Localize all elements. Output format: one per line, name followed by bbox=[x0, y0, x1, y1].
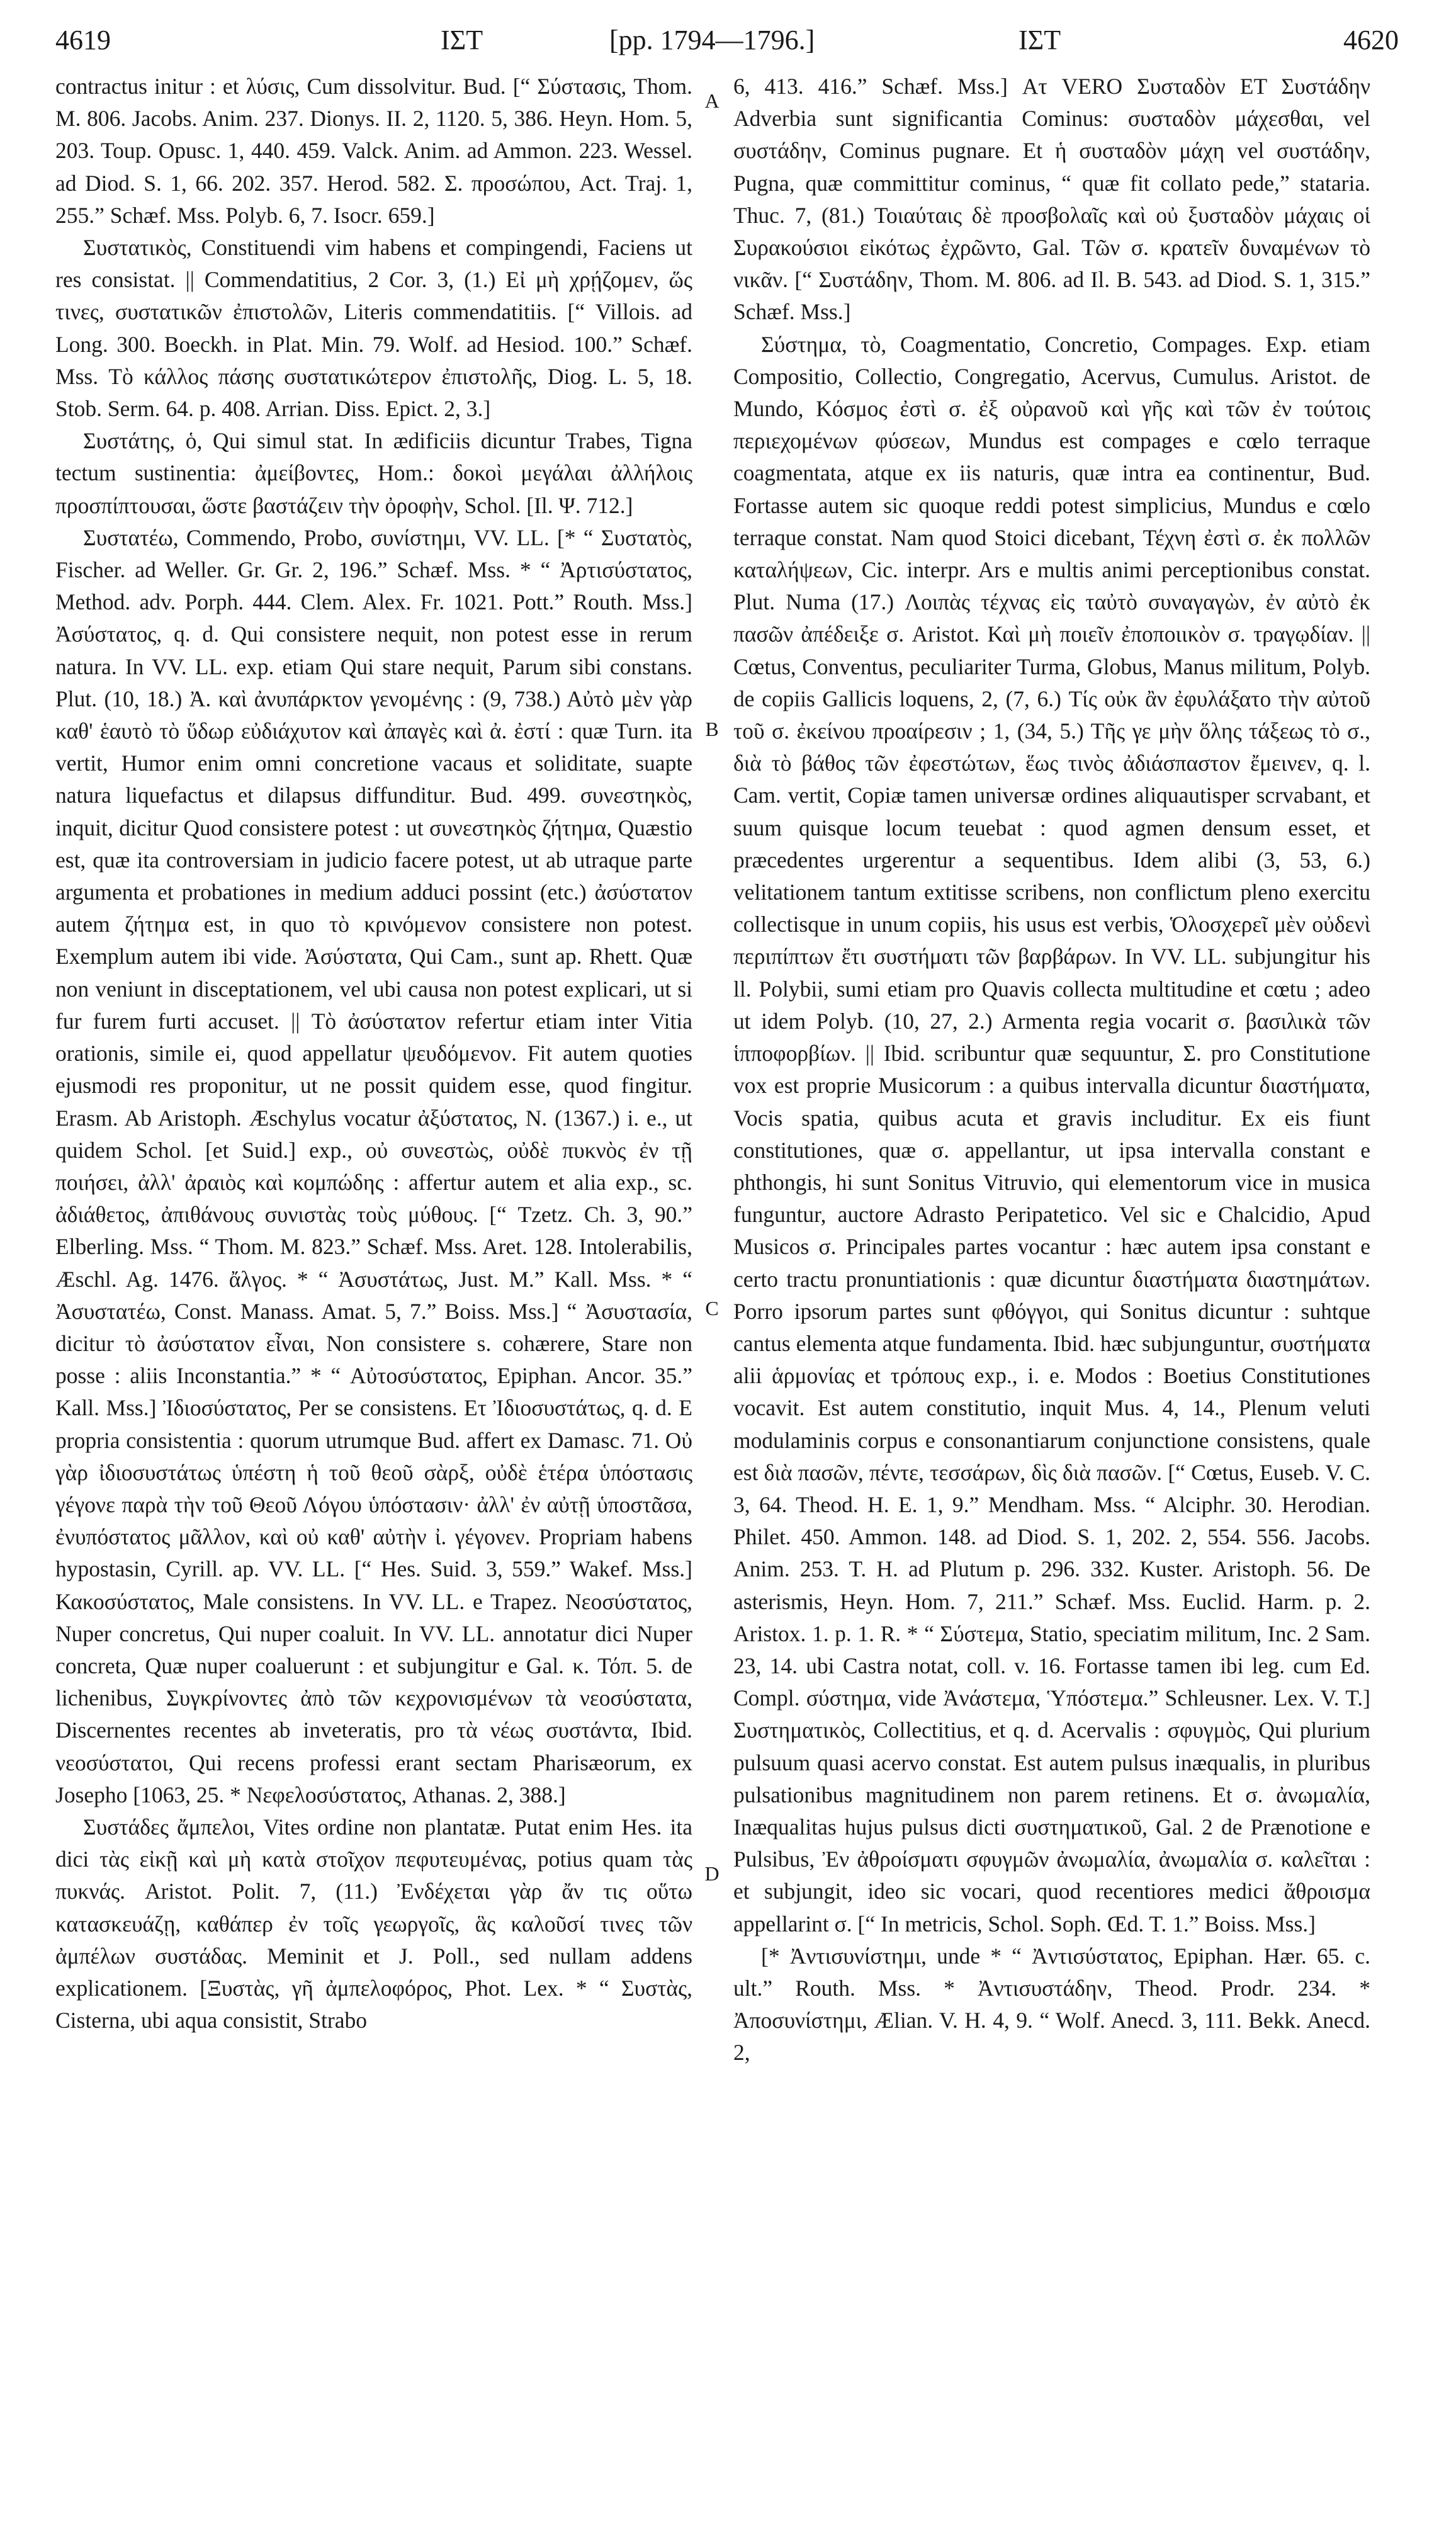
running-header bbox=[55, 24, 1409, 62]
section-marker-b: B bbox=[705, 718, 719, 740]
section-marker-c: C bbox=[705, 1297, 719, 1320]
section-marker-a: A bbox=[704, 89, 720, 112]
entry-paragraph: 6, 413. 416.” Schæf. Mss.] Ατ VERO Συσταδὸν ET Συστάδην Adverbia sunt significantia Cominus: συσταδὸν μάχεσθαι, vel συστάδην, Cominus pugnare. Et ἡ συσταδὸν μάχη vel συστάδην, Pugna, quæ committitur cominus, “ quæ fit collato pede,” stataria. Thuc. 7, (81.) Τοιαύταις δὲ προσβολαῖς καὶ οὐ ξυσταδὸν μάχαις οἱ Συρακούσιοι εἰκότως ἐχρῶντο, Gal. Τῶν σ. κρατεῖν δυναμένων τὸ νικᾶν. [“ Συστάδην, Thom. M. 806. ad Il. B. 543. ad Diod. S. 1, 315.” Schæf. Mss.] bbox=[733, 74, 1370, 325]
entry-paragraph: contractus initur : et λύσις, Cum dissolvitur. Bud. [“ Σύστασις, Thom. M. 806. Jacobs. Anim. 237. Dionys. II. 2, 1120. 5, 386. Heyn. Hom. 5, 203. Toup. Opusc. 1, 440. 459. Valck. Anim. ad Ammon. 223. Wessel. ad Diod. S. 1, 66. 202. 357. Herod. 582. Σ. προσώπου, Act. Traj. 1, 255.” Schæf. Mss. Polyb. 6, 7. Isocr. 659.] bbox=[55, 74, 692, 228]
entry-paragraph: Σύστημα, τὸ, Coagmentatio, Concretio, Compages. Exp. etiam Compositio, Collectio, Congregatio, Acervus, Cumulus. Aristot. de Mundo, Κόσμος ἐστὶ σ. ἐξ οὐρανοῦ καὶ γῆς καὶ τῶν ἐν τούτοις περιεχομένων φύσεων, Mundus est compages e cœlo terraque coagmentata, atque ex iis naturis, quæ intra ea continentur, Bud. Fortasse autem sic quoque reddi potest simplicius, Mundus e cœlo terraque constat. Nam quod Stoici dicebant, Τέχνη ἐστὶ σ. ἐκ πολλῶν καταλήψεων, Cic. interpr. Ars e multis animi perceptionibus constat. Plut. Numa (17.) Λοιπὰς τέχνας εἰς ταὐτὸ συναγαγὼν, ἐν αὐτὸ ἐκ πασῶν ἀπέδειξε σ. Aristot. Καὶ μὴ ποιεῖν ἐποποιικὸν σ. τραγῳδίαν. || Cœtus, Conventus, peculiariter Turma, Globus, Manus militum, Polyb. de copiis Gallicis loquens, 2, (7, 6.) Τίς οὐκ ἂν ἐφυλάξατο τὴν αὐτοῦ τοῦ σ. ἐκείνου προαίρεσιν ; 1, (34, 5.) Τῆς γε μὴν ὅλης τάξεως τὸ σ., διὰ τὸ βάθος τῶν ἐφεστώτων, ἕως τινὸς ἀδιάσπαστον ἔμεινεν, q. l. Cam. vertit, Copiæ tamen universæ ordines aliquautisper scrvabant, et suum quisque locum teuebat : quod agmen densum esset, et præcedentes urgerentur a sequentibus. Idem alibi (3, 53, 6.) velitationem tantum extitisse scribens, non conflictum pleno exercitu collectisque in unum copiis, his usus est verbis, Ὁλοσχερεῖ μὲν οὐδενὶ περιπίπτων ἔτι συστήματι τῶν βαρβάρων. In VV. LL. subjungitur his ll. Polybii, sumi etiam pro Quavis collecta multitudine et cœtu ; adeo ut idem Polyb. (10, 27, 2.) Armenta regia vocarit σ. βασιλικὰ τῶν ἱπποφορβίων. || Ibid. scribuntur quæ sequuntur, Σ. pro Constitutione vox est proprie Musicorum : a quibus intervalla dicuntur διαστήματα, Vocis spatia, quibus acuta et gravis includitur. Ex eis fiunt constitutiones, quæ σ. appellantur, ut ipsa intervalla constant e phthongis, hi sunt Sonitus Vitruvio, qui elementorum vice in musica funguntur, auctore Adrasto Peripatetico. Vel sic e Chalcidio, Apud Musicos σ. Principales partes vocantur : hæc autem ipsa constant e certo tractu pronuntiationis : quæ dicuntur διαστήματα διαστημάτων. Porro ipsorum partes sunt φθόγγοι, qui Sonitus dicuntur : suhtque cantus elementa atque fundamenta. Ibid. hæc subjunguntur, συστήματα alii ἁρμονίας et τρόπους exp., i. e. Modos : Boetius Constitutiones vocavit. Est autem constitutio, inquit Mus. 4, 14., Plenum veluti modulaminis corpus e consonantiarum conjunctione consistens, quale est διὰ πασῶν, πέντε, τεσσάρων, δὶς διὰ πασῶν. [“ Cœtus, Euseb. V. C. 3, 64. Theod. H. E. 1, 9.” Mendham. Mss. “ Alciphr. 30. Herodian. Philet. 450. Ammon. 148. ad Diod. S. 1, 202. 2, 554. 556. Jacobs. Anim. 253. T. H. ad Plutum p. 296. 332. Kuster. Aristoph. 56. De asterismis, Heyn. Hom. 7, 211.” Schæf. Mss. Euclid. Harm. p. 2. Aristox. 1. p. 1. R. * “ Σύστεμα, Statio, speciatim militum, Inc. 2 Sam. 23, 14. ubi Castra notat, coll. v. 16. Fortasse tamen ibi leg. cum Ed. Compl. σύστημα, vide Ἀνάστεμα, Ὑπόστεμα.” Schleusner. Lex. V. T.] Συστηματικὸς, Collectitius, et q. d. Acervalis : σφυγμὸς, Qui plurium pulsuum quasi acervo constat. Est autem pulsus inæqualis, in pluribus pulsationibus magnitudinem non parem retinens. Et σ. ἀνωμαλία, Inæqualitas hujus pulsus dicti συστηματικοῦ, Gal. 2 de Prænotione e Pulsibus, Ἐν ἀθροίσματι σφυγμῶν ἀνωμαλία, ἀνωμαλία σ. καλεῖται : et subjungit, ideo sic vocari, quod recentiores medici ἄθροισμα appellarint σ. [“ In metricis, Schol. Soph. Œd. T. 1.” Boiss. Mss.] bbox=[733, 331, 1370, 1936]
right-column bbox=[733, 71, 1370, 2526]
entry-paragraph: Συστάδες ἄμπελοι, Vites ordine non plantatæ. Putat enim Hes. ita dici τὰς εἰκῇ καὶ μὴ κατὰ στοῖχον πεφυτευμένας, potius quam τὰς πυκνάς. Aristot. Polit. 7, (11.) Ἐνδέχεται γὰρ ἄν τις οὕτω κατασκευάζῃ, καθάπερ ἐν τοῖς γεωργοῖς, ἃς καλοῦσί τινες τῶν ἀμπέλων συστάδας. Meminit et J. Poll., sed nullam addens explicationem. [Ξυστὰς, γῆ ἀμπελοφόρος, Phot. Lex. * “ Συστὰς, Cisterna, ubi aqua consistit, Strabo bbox=[55, 1814, 692, 2033]
page-number-right: 4620 bbox=[1343, 25, 1399, 55]
running-head-right: ΙΣΤ bbox=[1019, 25, 1061, 55]
left-column bbox=[55, 71, 692, 2526]
page-range: [pp. 1794—1796.] bbox=[609, 25, 815, 55]
running-head-left: ΙΣΤ bbox=[441, 25, 483, 55]
page-number-left: 4619 bbox=[55, 25, 111, 55]
entry-paragraph: [* Ἀντισυνίστημι, unde * “ Ἀντισύστατος, Epiphan. Hær. 65. c. ult.” Routh. Mss. * Ἀντισυστάδην, Theod. Prodr. 234. * Ἀποσυνίστημι, Ælian. V. H. 4, 9. “ Wolf. Anecd. 3, 111. Bekk. Anecd. 2, bbox=[733, 1943, 1370, 2066]
section-marker-d: D bbox=[704, 1862, 720, 1885]
entry-paragraph: Συστάτης, ὁ, Qui simul stat. In ædificiis dicuntur Trabes, Tigna tectum sustinentia: ἀμείβοντες, Hom.: δοκοὶ μεγάλαι ἀλλήλοις προσπίπτουσαι, ὥστε βαστάζειν τὴν ὀροφὴν, Schol. [Il. Ψ. 712.] bbox=[55, 428, 692, 518]
entry-paragraph: Συστατικὸς, Constituendi vim habens et compingendi, Faciens ut res consistat. || Commendatitius, 2 Cor. 3, (1.) Εἰ μὴ χρῄζομεν, ὥς τινες, συστατικῶν ἐπιστολῶν, Literis commendatitiis. [“ Villois. ad Long. 300. Boeckh. in Plat. Min. 79. Wolf. ad Hesiod. 100.” Schæf. Mss. Τὸ κάλλος πάσης συστατικώτερον ἐπιστολῆς, Diog. L. 5, 18. Stob. Serm. 64. p. 408. Arrian. Diss. Epict. 2, 3.] bbox=[55, 235, 692, 422]
entry-paragraph: Συστατέω, Commendo, Probo, συνίστημι, VV. LL. [* “ Συστατὸς, Fischer. ad Weller. Gr. Gr. 2, 196.” Schæf. Mss. * “ Ἀρτισύστατος, Method. adv. Porph. 444. Clem. Alex. Fr. 1021. Pott.” Routh. Mss.] Ἀσύστατος, q. d. Qui consistere nequit, non potest esse in rerum natura. In VV. LL. exp. etiam Qui stare nequit, Parum sibi constans. Plut. (10, 18.) Ἀ. καὶ ἀνυπάρκτον γενομένης : (9, 738.) Αὐτὸ μὲν γὰρ καθ' ἑαυτὸ τὸ ὕδωρ εὐδιάχυτον καὶ ἀπαγὲς καὶ ἀ. ἐστί : quæ Turn. ita vertit, Humor enim omni concretione vacaus et soliditate, suapte natura liquefactus et dilapsus diffunditur. Bud. 499. συνεστηκὸς, inquit, dicitur Quod consistere potest : ut συνεστηκὸς ζήτημα, Quæstio est, quæ ita controversiam in judicio facere potest, ut ab utraque parte argumenta et probationes in medium adduci possint (etc.) ἀσύστατον autem ζήτημα est, in quo τὸ κρινόμενον consistere non potest. Exemplum autem ibi vide. Ἀσύστατα, Qui Cam., sunt ap. Rhett. Quæ non veniunt in disceptationem, vel ubi causa non potest explicari, ut si fur furem furti accuset. || Τὸ ἀσύστατον refertur etiam inter Vitia orationis, simile ei, quod appellatur ψευδόμενον. Fit autem quoties ejusmodi res proponitur, ut ne possit quidem esse, quod fingitur. Erasm. Ab Aristoph. Æschylus vocatur ἀξύστατος, N. (1367.) i. e., ut quidem Schol. [et Suid.] exp., οὐ συνεστὼς, οὐδὲ πυκνὸς ἐν τῇ ποιήσει, ἀλλ' ἀραιὸς καὶ κομπώδης : affertur autem et alia exp., sc. ἀδιάθετος, ἀπιθάνους συνιστὰς τοὺς μύθους. [“ Tzetz. Ch. 3, 90.” Elberling. Mss. “ Thom. M. 823.” Schæf. Mss. Aret. 128. Intolerabilis, Æschl. Ag. 1476. ἄλγος. * “ Ἀσυστάτως, Just. M.” Kall. Mss. * “ Ἀσυστατέω, Const. Manass. Amat. 5, 7.” Boiss. Mss.] “ Ἀσυστασία, dicitur τὸ ἀσύστατον εἶναι, Non consistere s. cohærere, Stare non posse : aliis Inconstantia.” * “ Αὐτοσύστατος, Epiphan. Ancor. 35.” Kall. Mss.] Ἰδιοσύστατος, Per se consistens. Ετ Ἰδιοσυστάτως, q. d. E propria consistentia : quorum utrumque Bud. affert ex Damasc. 71. Οὐ γὰρ ἰδιοσυστάτως ὑπέστη ἡ τοῦ θεοῦ σὰρξ, οὐδὲ ἑτέρα ὑπόστασις γέγονε παρὰ τὴν τοῦ Θεοῦ Λόγου ὑπόστασιν· ἀλλ' ἐν αὐτῇ ὑποστᾶσα, ἐνυπόστατος μᾶλλον, καὶ οὐ καθ' αὐτὴν ἰ. γέγονεν. Propriam habens hypostasin, Cyrill. ap. VV. LL. [“ Hes. Suid. 3, 559.” Wakef. Mss.] Κακοσύστατος, Male consistens. In VV. LL. e Trapez. Νεοσύστατος, Nuper concretus, Qui nuper coaluit. In VV. LL. annotatur dici Nuper concreta, Quæ nuper coaluerunt : et subjungitur e Gal. κ. Τόπ. 5. de lichenibus, Συγκρίνοντες ἀπὸ τῶν κεχρονισμένων τὰ νεοσύστατα, Discernentes recentes ab inveteratis, pro τὰ νέως συστάντα, Ibid. νεοσύστατοι, Qui recens professi erant sectam Pharisæorum, ex Josepho [1063, 25. * Νεφελοσύστατος, Athanas. 2, 388.] bbox=[55, 524, 692, 1807]
